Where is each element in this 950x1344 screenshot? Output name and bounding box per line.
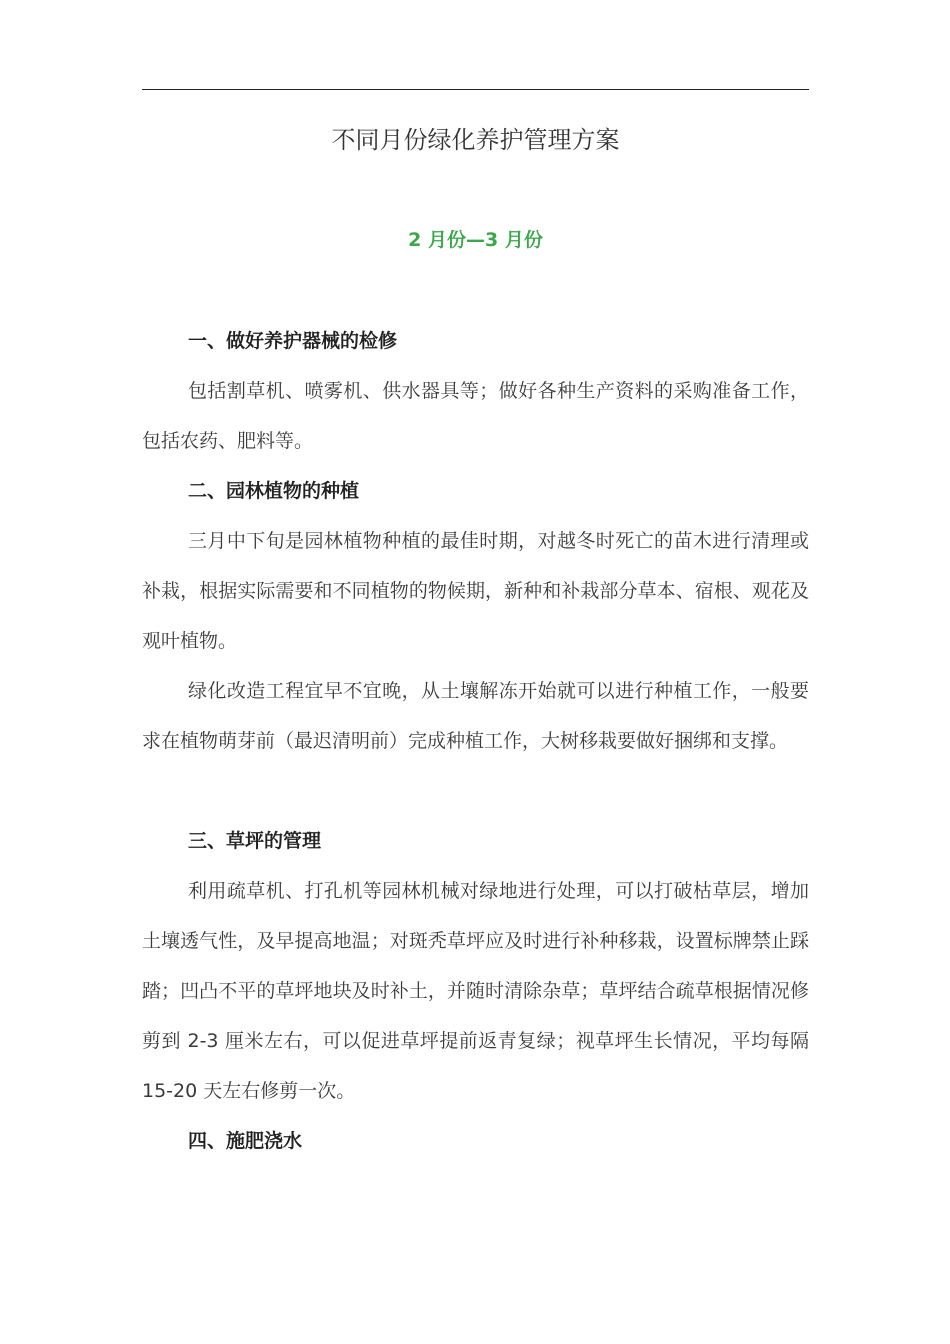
header-rule (142, 89, 809, 90)
section-spacer (142, 766, 809, 816)
section-2-paragraph-1: 三月中下旬是园林植物种植的最佳时期，对越冬时死亡的苗木进行清理或补栽，根据实际需要和不同植物的物候期，新种和补栽部分草本、宿根、观花及观叶植物。 (142, 530, 809, 652)
section-heading-3: 三、草坪的管理 (188, 830, 322, 852)
document-title: 不同月份绿化养护管理方案 (331, 126, 620, 154)
section-heading-1: 一、做好养护器械的检修 (188, 330, 398, 352)
section-3-paragraph-1: 利用疏草机、打孔机等园林机械对绿地进行处理，可以打破枯草层，增加土壤透气性，及早提高地温；对斑秃草坪应及时进行补种移栽，设置标牌禁止踩踏；凹凸不平的草坪地块及时补土，并随时清除杂草；草坪结合疏草根据情况修剪到 2-3 厘米左右，可以促进草坪提前返青复绿；视草坪生长情况，平均每隔 15-20 天左右修剪一次。 (142, 880, 809, 1102)
section-heading-2: 二、园林植物的种植 (188, 480, 360, 502)
period-heading: 2 月份—3 月份 (408, 229, 543, 251)
section-2-paragraph-2: 绿化改造工程宜早不宜晚，从土壤解冻开始就可以进行种植工作，一般要求在植物萌芽前（最迟清明前）完成种植工作，大树移栽要做好捆绑和支撑。 (142, 680, 809, 752)
document-body (142, 316, 809, 1166)
section-1-paragraph-1: 包括割草机、喷雾机、供水器具等；做好各种生产资料的采购准备工作，包括农药、肥料等。 (142, 380, 809, 452)
section-heading-4: 四、施肥浇水 (188, 1130, 303, 1152)
